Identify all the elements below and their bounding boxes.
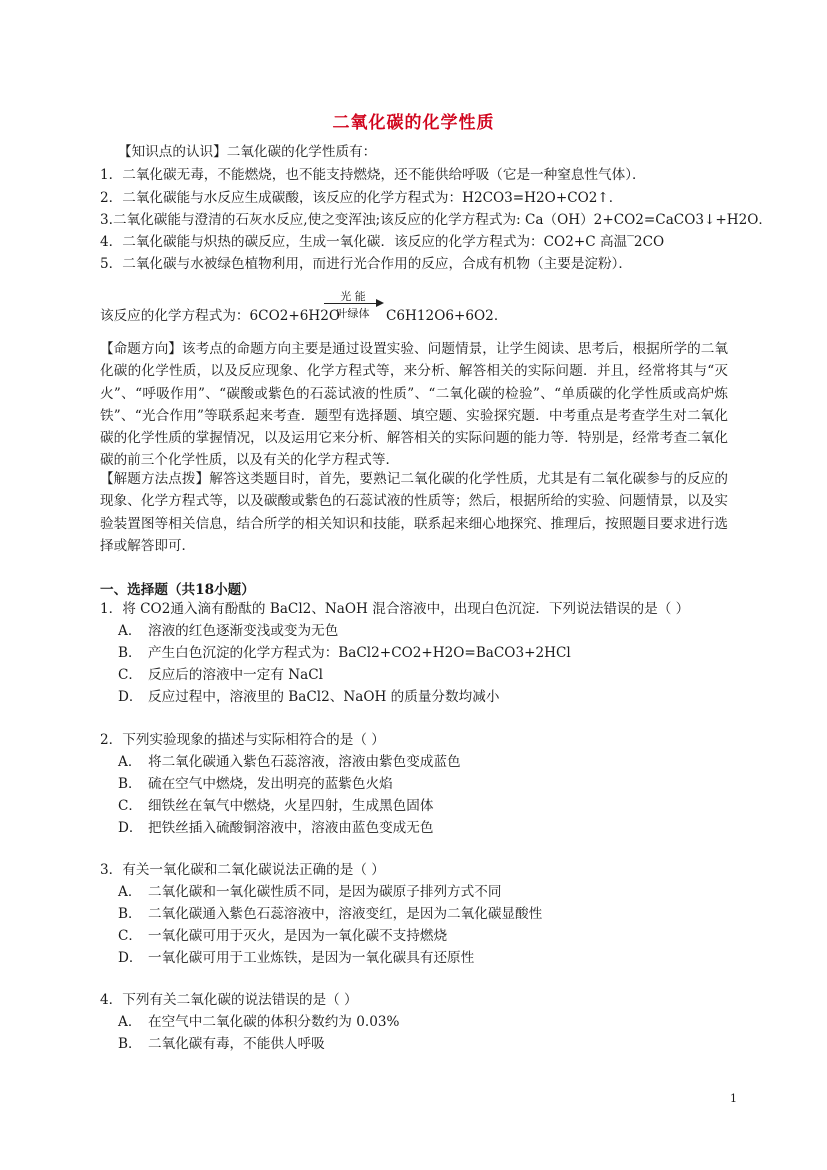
question-1-option-a: A． 溶液的红色逐渐变浅或变为无色 bbox=[118, 623, 339, 639]
knowledge-heading: 【知识点的认识】二氧化碳的化学性质有： bbox=[118, 144, 377, 160]
question-1-option-c: C． 反应后的溶液中一定有 NaCl bbox=[118, 667, 324, 683]
question-3-option-a: A． 二氧化碳和一氧化碳性质不同，是因为碳原子排列方式不同 bbox=[118, 884, 502, 900]
question-4-option-b: B． 二氧化碳有毒，不能供人呼吸 bbox=[118, 1036, 325, 1052]
question-2-option-a: A． 将二氧化碳通入紫色石蕊溶液，溶液由紫色变成蓝色 bbox=[118, 754, 461, 770]
method-paragraph: 【解题方法点拨】解答这类题目时，首先，要熟记二氧化碳的化学性质，尤其是有二氧化碳参与的反应的现象、化学方程式等，以及碳酸或紫色的石蕊试液的性质等；然后，根据所给的实验、问题情景，以及实验装置图等相关信息，结合所学的相关知识和技能，联系起来细心地探究、推理后，按照题目要求进行选择或解答即可． bbox=[100, 471, 728, 554]
question-3-stem: 3．有关一氧化碳和二氧化碳说法正确的是（ ） bbox=[100, 862, 385, 878]
arrow-shaft bbox=[324, 303, 380, 304]
question-2-option-d: D． 把铁丝插入硫酸铜溶液中，溶液由蓝色变成无色 bbox=[118, 820, 434, 836]
question-4-stem: 4．下列有关二氧化碳的说法错误的是（ ） bbox=[100, 992, 358, 1008]
knowledge-item-2: 2．二氧化碳能与水反应生成碳酸，该反应的化学方程式为：H2CO3=H2O+CO2↑． bbox=[100, 190, 623, 206]
page-number: 1 bbox=[730, 1092, 737, 1105]
question-1-option-b: B． 产生白色沉淀的化学方程式为：BaCl2+CO2+H2O=BaCO3+2HCl bbox=[118, 645, 571, 661]
photosynthesis-equation-prefix: 该反应的化学方程式为：6CO2+6H2O bbox=[100, 308, 341, 324]
knowledge-item-1: 1．二氧化碳无毒，不能燃烧，也不能支持燃烧，还不能供给呼吸（它是一种窒息性气体）． bbox=[100, 167, 646, 183]
question-2-option-b: B． 硫在空气中燃烧，发出明亮的蓝紫色火焰 bbox=[118, 776, 393, 792]
knowledge-item-5: 5．二氧化碳与水被绿色植物利用，而进行光合作用的反应，合成有机物（主要是淀粉）． bbox=[100, 256, 633, 272]
knowledge-item-4: 4．二氧化碳能与炽热的碳反应，生成一氧化碳．该反应的化学方程式为：CO2+C 高温‾2CO bbox=[100, 234, 665, 250]
question-2-option-c: C． 细铁丝在氧气中燃烧，火星四射，生成黑色固体 bbox=[118, 798, 434, 814]
arrow-bottom-label: 叶绿体 bbox=[336, 307, 370, 320]
section-heading: 一、选择题（共18小题） bbox=[100, 582, 255, 598]
question-1-option-d: D． 反应过程中，溶液里的 BaCl2、NaOH 的质量分数均减小 bbox=[118, 689, 500, 705]
reaction-arrow bbox=[322, 288, 384, 320]
page-title: 二氧化碳的化学性质 bbox=[332, 113, 495, 133]
question-3-option-d: D． 一氧化碳可用于工业炼铁，是因为一氧化碳具有还原性 bbox=[118, 950, 475, 966]
knowledge-item-3: 3.二氧化碳能与澄清的石灰水反应,使之变浑浊;该反应的化学方程式为: Ca（OH）2+CO2=CaCO3↓+H2O． bbox=[100, 212, 773, 228]
question-4-option-a: A． 在空气中二氧化碳的体积分数约为 0.03% bbox=[118, 1014, 400, 1030]
photosynthesis-equation-suffix: C6H12O6+6O2． bbox=[386, 308, 508, 324]
question-3-option-c: C． 一氧化碳可用于灭火，是因为一氧化碳不支持燃烧 bbox=[118, 928, 448, 944]
question-3-option-b: B． 二氧化碳通入紫色石蕊溶液中，溶液变红，是因为二氧化碳显酸性 bbox=[118, 906, 543, 922]
question-1-stem: 1．将 CO2通入滴有酚酞的 BaCl2、NaOH 混合溶液中，出现白色沉淀．下列说法错误的是（ ） bbox=[100, 601, 690, 617]
question-2-stem: 2．下列实验现象的描述与实际相符合的是（ ） bbox=[100, 732, 385, 748]
direction-paragraph: 【命题方向】该考点的命题方向主要是通过设置实验、问题情景，让学生阅读、思考后，根据所学的二氧化碳的化学性质，以及反应现象、化学方程式等，来分析、解答相关的实际问题．并且，经常将其与“灭火”、“呼吸作用”、“碳酸或紫色的石蕊试液的性质”、“二氧化碳的检验”、“单质碳的化学性质或高炉炼铁”、“光合作用”等联系起来考查．题型有选择题、填空题、实验探究题．中考重点是考查学生对二氧化碳的化学性质的掌握情况，以及运用它来分析、解答相关的实际问题的能力等．特别是，经常考查二氧化碳的前三个化学性质，以及有关的化学方程式等． bbox=[100, 341, 728, 469]
arrow-top-label: 光 能 bbox=[340, 290, 366, 303]
